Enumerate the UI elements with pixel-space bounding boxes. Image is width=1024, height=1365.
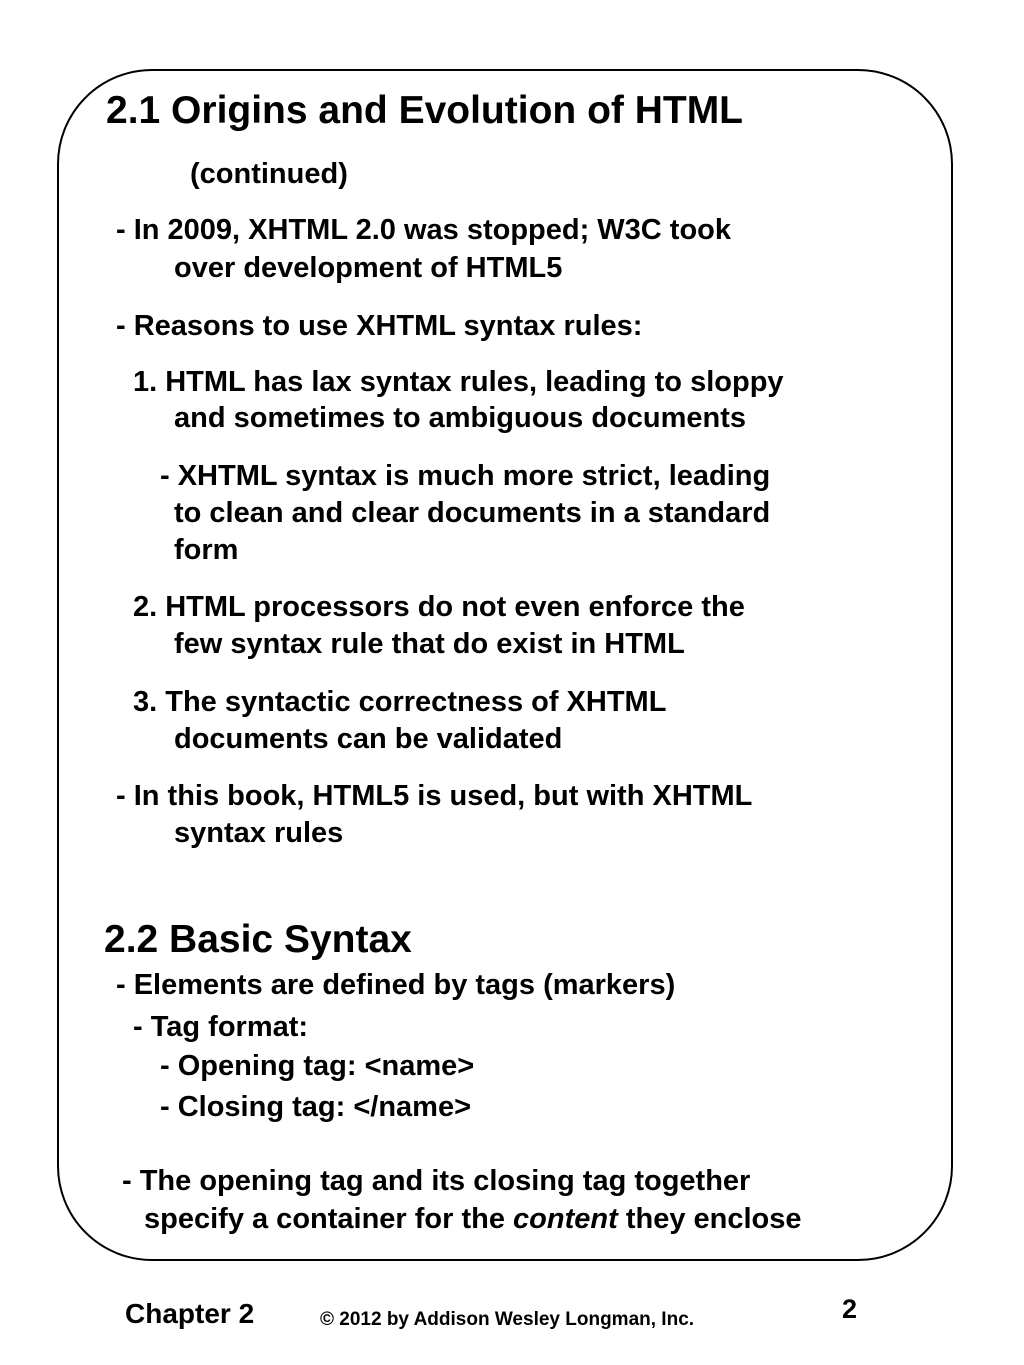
text-line: - In this book, HTML5 is used, but with XHTML (116, 780, 753, 812)
text-line: - The opening tag and its closing tag together (122, 1165, 751, 1197)
text-segment: they enclose (617, 1203, 802, 1235)
closing-tag-label: - Closing tag: (160, 1091, 354, 1123)
text-line: documents can be validated (174, 723, 563, 755)
text-line (160, 1052, 474, 1081)
text-line: to clean and clear documents in a standard (174, 497, 771, 529)
text-segment: specify a container for the (144, 1203, 514, 1235)
continued-label: (continued) (190, 158, 348, 190)
text-line: - In 2009, XHTML 2.0 was stopped; W3C took (116, 214, 732, 246)
emphasis-content: content (513, 1203, 618, 1235)
opening-tag-code: <name> (364, 1050, 475, 1082)
text-line: - Tag format: (133, 1011, 309, 1043)
text-line (144, 1205, 802, 1234)
text-line: 3. The syntactic correctness of XHTML (133, 686, 667, 718)
text-line: syntax rules (174, 817, 344, 849)
text-line: 1. HTML has lax syntax rules, leading to sloppy (133, 366, 784, 398)
section-heading-2-2: 2.2 Basic Syntax (104, 918, 412, 961)
text-line: form (174, 534, 239, 566)
text-line: over development of HTML5 (174, 252, 563, 284)
text-line: 2. HTML processors do not even enforce the (133, 591, 745, 623)
slide-frame (57, 69, 953, 1261)
footer-chapter: Chapter 2 (125, 1298, 255, 1329)
opening-tag-label: - Opening tag: (160, 1050, 365, 1082)
footer-copyright: © 2012 by Addison Wesley Longman, Inc. (320, 1309, 695, 1330)
text-line (160, 1093, 471, 1122)
text-line: - Reasons to use XHTML syntax rules: (116, 310, 643, 342)
text-line: - Elements are defined by tags (markers) (116, 969, 676, 1001)
text-line: few syntax rule that do exist in HTML (174, 628, 685, 660)
section-heading-2-1: 2.1 Origins and Evolution of HTML (106, 89, 744, 132)
page-number: 2 (842, 1294, 858, 1324)
closing-tag-code: </name> (353, 1091, 472, 1123)
text-line: - XHTML syntax is much more strict, leading (160, 460, 771, 492)
text-line: and sometimes to ambiguous documents (174, 402, 747, 434)
